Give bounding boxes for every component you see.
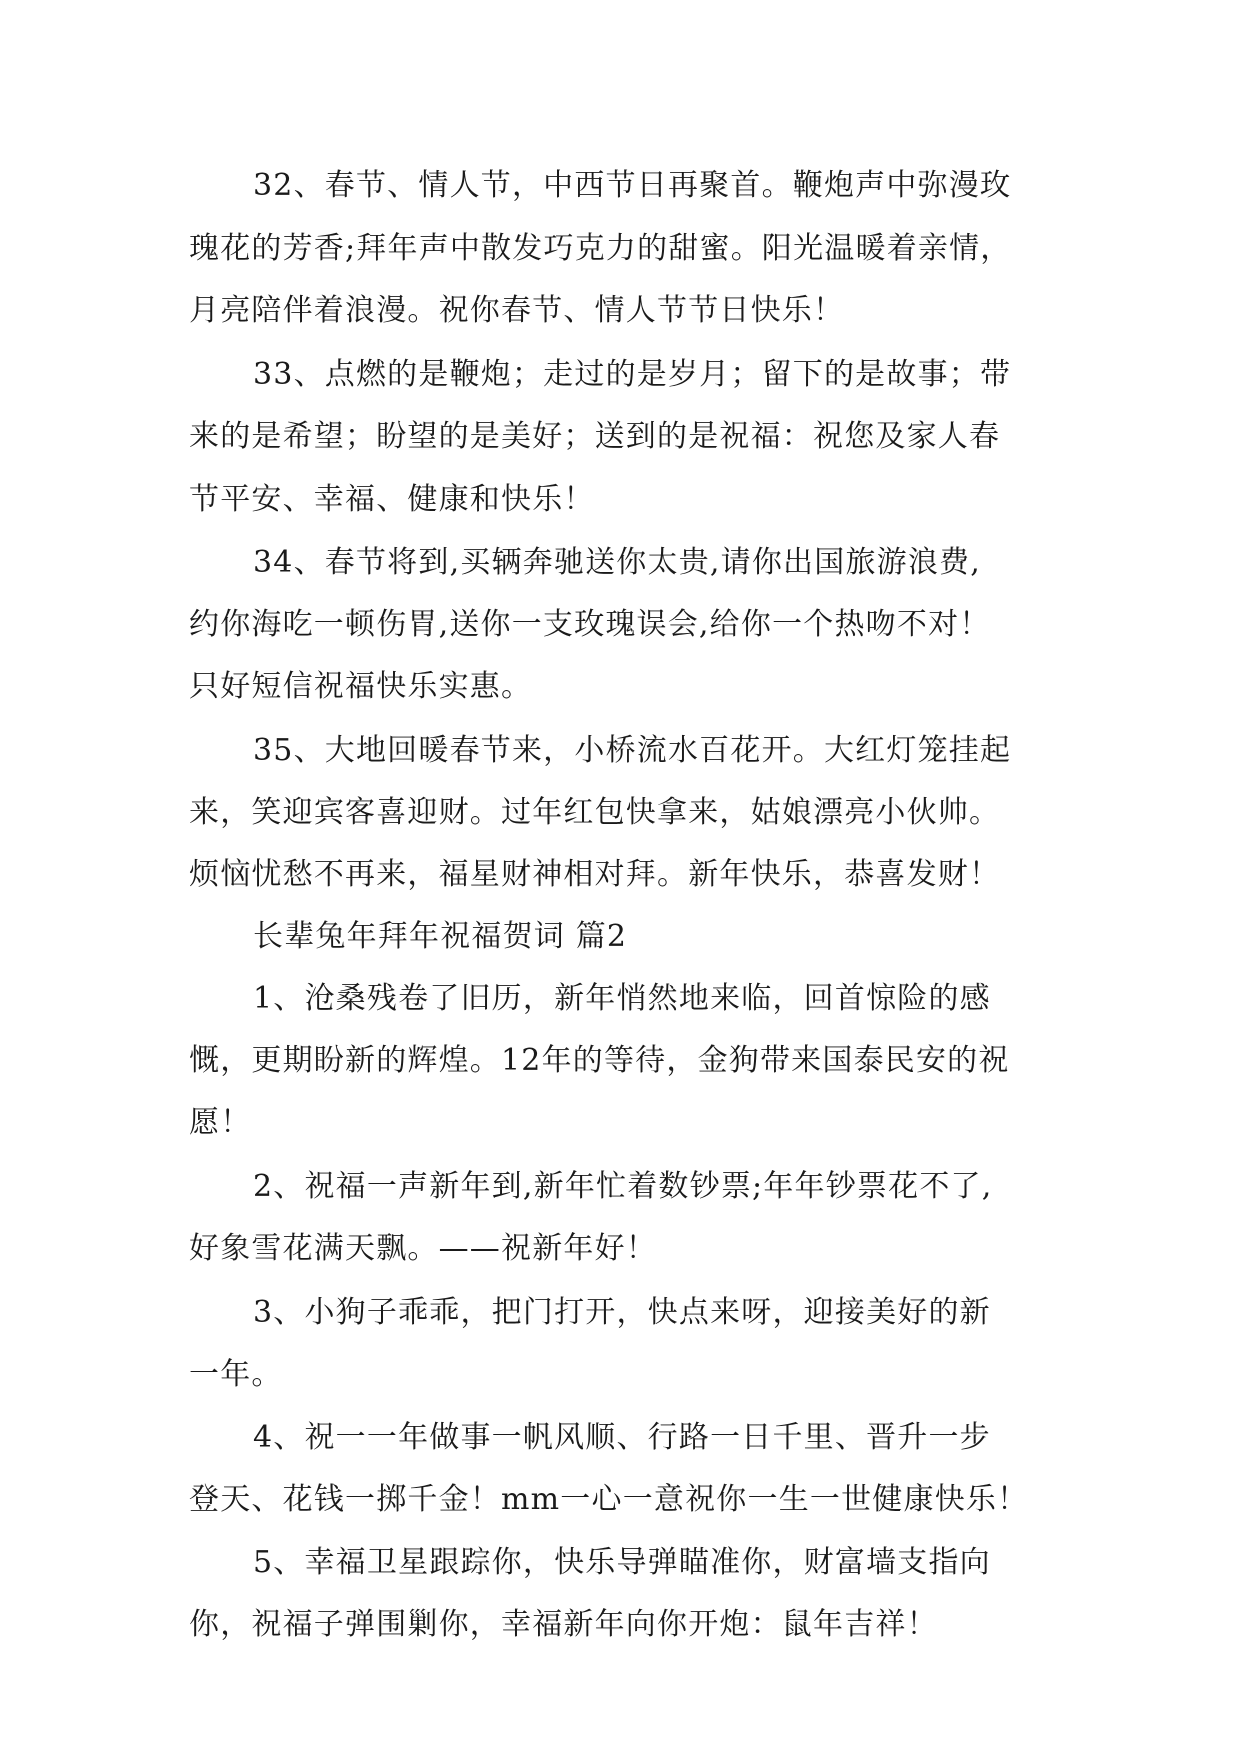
paragraph-32-line-3: 月亮陪伴着浪漫。祝你春节、情人节节日快乐！ [189, 293, 845, 328]
item-4-line-1: 4、祝一一年做事一帆风顺、行路一日千里、晋升一步 [253, 1420, 991, 1455]
paragraph-33-line-1: 33、点燃的是鞭炮；走过的是岁月；留下的是故事；带 [253, 357, 1012, 392]
paragraph-35-line-3: 烦恼忧愁不再来，福星财神相对拜。新年快乐，恭喜发财！ [189, 857, 1001, 892]
paragraph-34-line-2: 约你海吃一顿伤胃,送你一支玫瑰误会,给你一个热吻不对！ [189, 607, 991, 642]
item-1-line-2: 慨，更期盼新的辉煌。12年的等待，金狗带来国泰民安的祝 [189, 1043, 1010, 1078]
item-5-line-1: 5、幸福卫星跟踪你，快乐导弹瞄准你，财富墙支指向 [253, 1545, 991, 1580]
item-5-line-2: 你，祝福子弹围剿你，幸福新年向你开炮：鼠年吉祥！ [189, 1607, 938, 1642]
paragraph-35-line-1: 35、大地回暖春节来，小桥流水百花开。大红灯笼挂起 [253, 733, 1012, 768]
paragraph-32-line-1: 32、春节、情人节，中西节日再聚首。鞭炮声中弥漫玫 [253, 168, 1012, 203]
item-4-line-2: 登天、花钱一掷千金！mm一心一意祝你一生一世健康快乐！ [189, 1482, 1029, 1517]
section-heading: 长辈兔年拜年祝福贺词 篇2 [253, 919, 628, 954]
item-3-line-1: 3、小狗子乖乖，把门打开，快点来呀，迎接美好的新 [253, 1295, 991, 1330]
paragraph-35-line-2: 来，笑迎宾客喜迎财。过年红包快拿来，姑娘漂亮小伙帅。 [189, 795, 1001, 830]
item-3-line-2: 一年。 [189, 1357, 283, 1392]
item-2-line-1: 2、祝福一声新年到,新年忙着数钞票;年年钞票花不了, [253, 1169, 993, 1204]
paragraph-33-line-2: 来的是希望；盼望的是美好；送到的是祝福：祝您及家人春 [189, 419, 1001, 454]
item-1-line-1: 1、沧桑残卷了旧历，新年悄然地来临，回首惊险的感 [253, 981, 991, 1016]
paragraph-34-line-1: 34、春节将到,买辆奔驰送你太贵,请你出国旅游浪费, [253, 545, 981, 580]
item-2-line-2: 好象雪花满天飘。——祝新年好！ [189, 1231, 657, 1266]
paragraph-34-line-3: 只好短信祝福快乐实惠。 [189, 669, 533, 704]
paragraph-32-line-2: 瑰花的芳香;拜年声中散发巧克力的甜蜜。阳光温暖着亲情， [189, 231, 1012, 266]
paragraph-33-line-3: 节平安、幸福、健康和快乐！ [189, 482, 595, 517]
item-1-line-3: 愿！ [189, 1105, 252, 1140]
